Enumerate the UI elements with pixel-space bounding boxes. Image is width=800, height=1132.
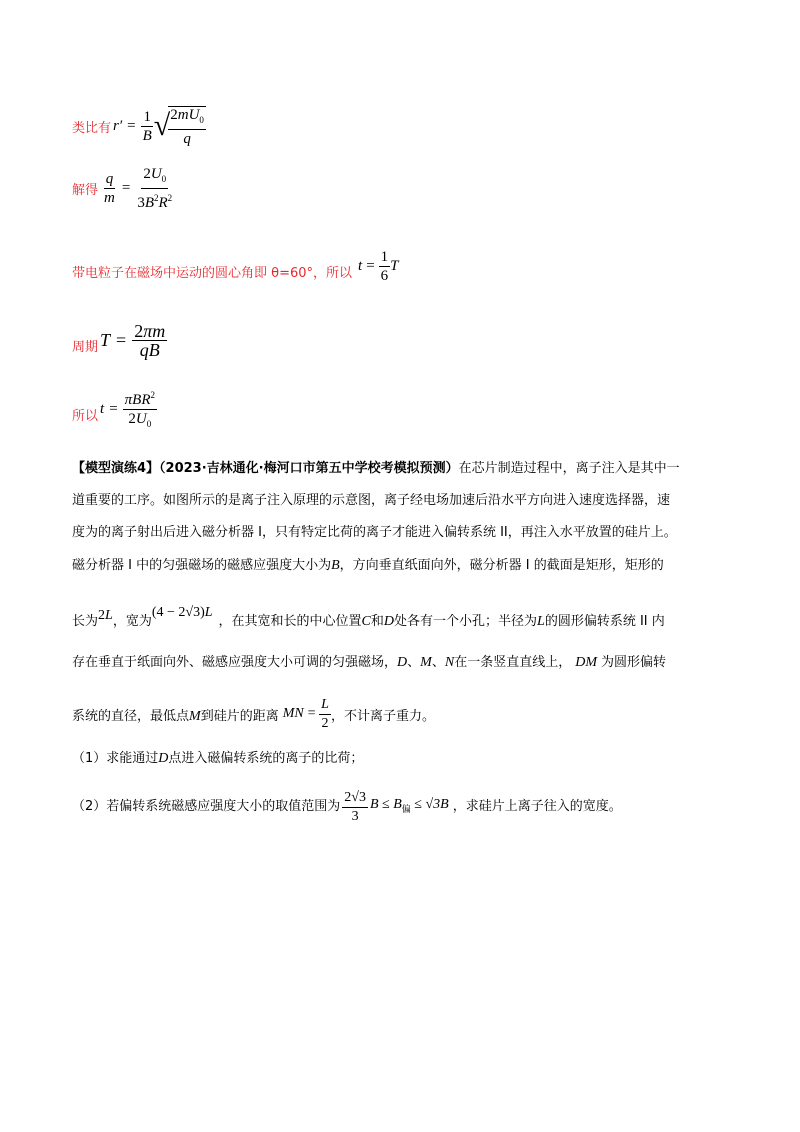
problem-source: （2023·吉林通化·梅河口市第五中学校考模拟预测） [159,461,459,476]
problem-line-7: 系统的直径，最低点 M 到硅片的距离 MN = $\frac{L}{2}$ ，不计离子重力。 [72,696,435,731]
label-period: 周期 [72,339,99,355]
problem-line-4: 磁分析器 I 中的匀强磁场的磁感应强度大小为B，方向垂直纸面向外，磁分析器 I 的截面是矩形，矩形的 [72,558,664,573]
problem-line-1: 【模型演练4】（2023·吉林通化·梅河口市第五中学校考模拟预测）在芯片制造过程中，离子注入是其中一 [72,461,680,476]
problem-heading: 【模型演练4】 [72,461,160,476]
equation-time-fraction: 带电粒子在磁场中运动的圆心角即 θ=60°，所以 t = $\frac{1}{6}$ T [72,248,399,284]
equation-period: 周期 T = $\frac{2\pi m}{qB}$ [72,320,166,360]
label-solve: 解得 [72,182,99,198]
label-angle: 带电粒子在磁场中运动的圆心角即 θ=60°，所以 [72,265,353,281]
question-2: （2）若偏转系统磁感应强度大小的取值范围为 $\frac{2√3}{3}$ $B \le B_偏 \le √3B$ ，求硅片上离子往入的宽度。 [72,789,622,824]
problem-line-6: 存在垂直于纸面向外、磁感应强度大小可调的匀强磁场， D 、 M 、 N 在一条竖直直线上， DM 为圆形偏转 [72,655,666,670]
problem-line-3: 度为的离子射出后进入磁分析器 I，只有特定比荷的离子才能进入偏转系统 II，再注入水平放置的硅片上。 [72,525,677,540]
question-1: （1）求能通过D点进入磁偏转系统的离子的比荷； [72,751,364,766]
equation-time: 所以 t = $\frac{\pi BR^2}{2U_0}$ [72,384,157,434]
label-therefore: 所以 [72,408,99,424]
label-analogy: 类比有 [72,120,112,136]
equation-charge-ratio: 解得 $\frac{q}{m}$ = $\frac{2U_0}{3B^2R^2}$ [72,165,173,211]
equation-r-prime: 类比有 r′ = $\frac{1}{B}$ √ $\frac{2mU_0}{q}$ [72,106,204,147]
problem-line-5: 长为 2L ，宽为 (4 − 2√3)L ，在其宽和长的中心位置 C 和 D 处各有一个小孔；半径为 L 的圆形偏转系统 II 内 [72,605,665,629]
problem-line-2: 道重要的工序。如图所示的是离子注入原理的示意图，离子经电场加速后沿水平方向进入速度选择器，速 [72,493,671,508]
